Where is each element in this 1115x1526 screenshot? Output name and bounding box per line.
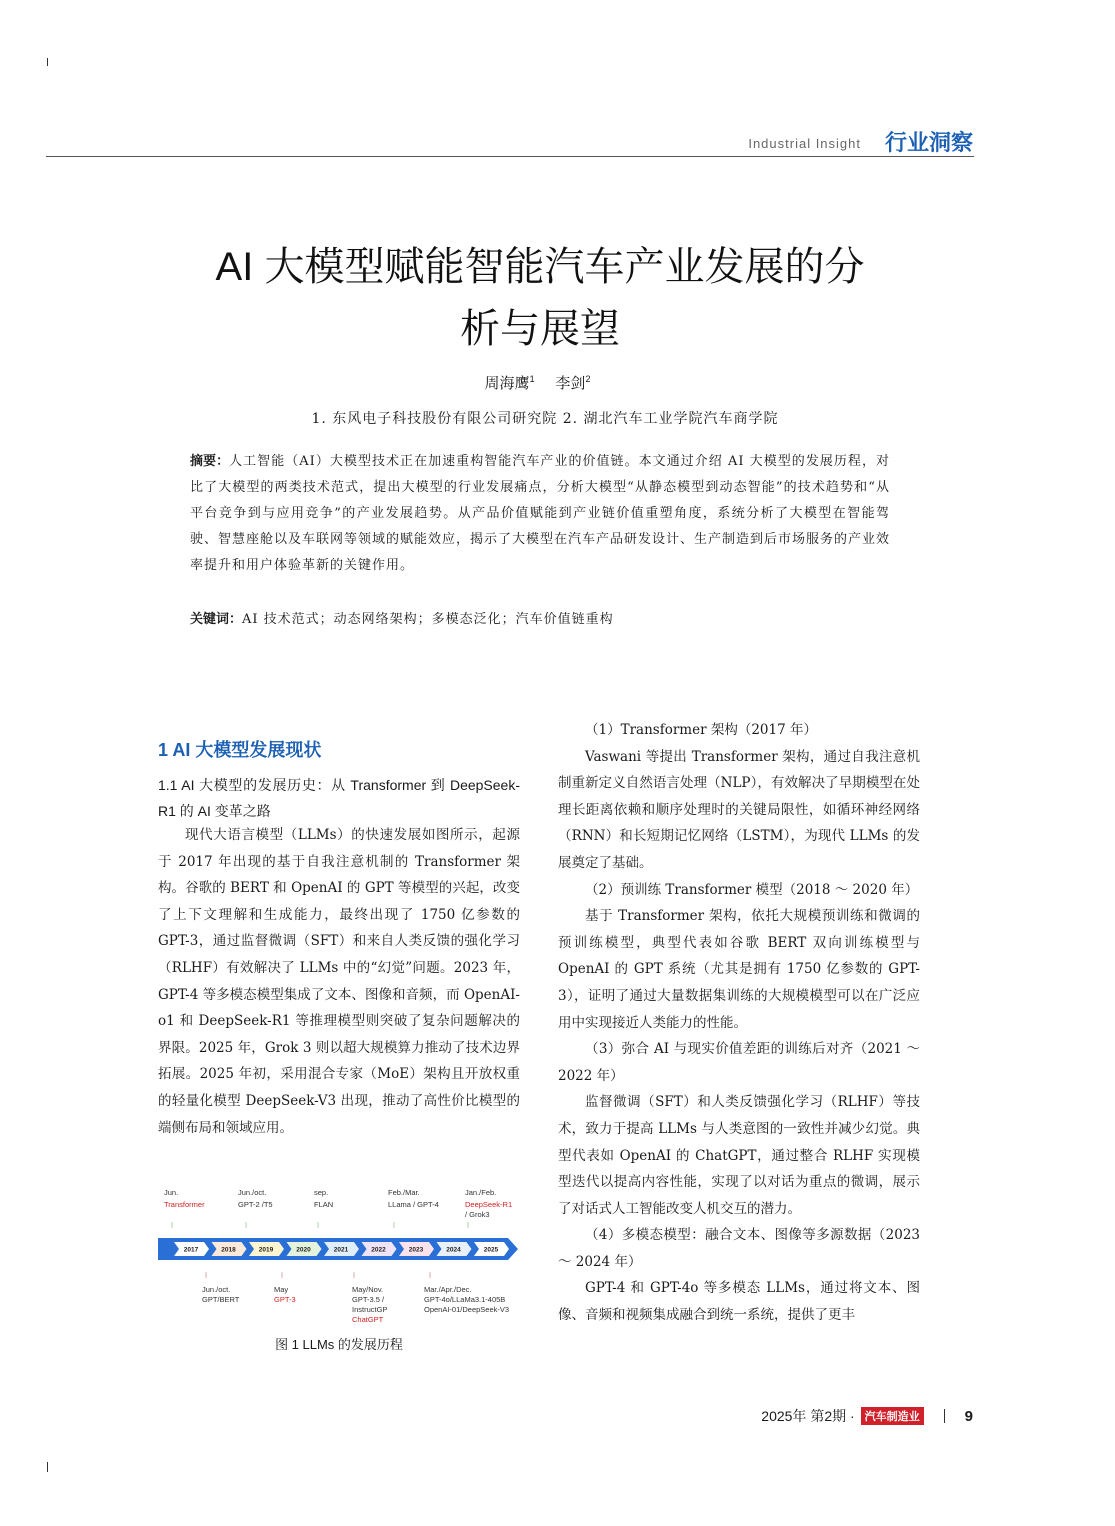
milestone-when: May/Nov.: [352, 1285, 384, 1294]
paragraph: GPT-4 和 GPT-4o 等多模态 LLMs，通过将文本、图像、音频和视频集成融合到统一系统，提供了更丰: [558, 1280, 920, 1324]
abstract-label: 摘要：: [190, 453, 230, 468]
milestone-label: GPT-3: [274, 1295, 296, 1304]
milestone-label: GPT-3.5 /: [352, 1295, 385, 1304]
milestone-when: Jan./Feb.: [465, 1188, 497, 1197]
milestone-label: Transformer: [164, 1200, 205, 1209]
keywords-label: 关键词：: [190, 611, 243, 626]
milestone-when: May: [274, 1285, 289, 1294]
footer-divider: [944, 1409, 945, 1423]
author-1-sup: 1: [529, 374, 535, 384]
paragraph-heading: （1）Transformer 架构（2017 年）: [585, 722, 817, 738]
timeline-figure: [158, 1182, 520, 1332]
left-column: [158, 822, 520, 1141]
magazine-logo: 汽车制造业: [861, 1407, 924, 1425]
milestone-when: Jun.: [164, 1188, 179, 1197]
bottom-milestones: [202, 1285, 509, 1324]
milestone-label-2: OpenAI-01/DeepSeek-V3: [424, 1305, 510, 1314]
milestone-label: GPT-2 /T5: [238, 1200, 273, 1209]
paragraph: Vaswani 等提出 Transformer 架构，通过自我注意机制重新定义自然语言处理（NLP），有效解决了早期模型在处理长距离依赖和顺序处理时的关键局限性，如循环神经网络（RNN）和长短期记忆网络（LSTM），为现代 LLMs 的发展奠定了基础。: [558, 748, 920, 871]
paragraph-heading: （4）多模态模型：融合文本、图像等多源数据（2023 ～ 2024 年）: [558, 1227, 920, 1270]
milestone-label: LLama / GPT-4: [388, 1200, 439, 1209]
year-chevrons: [174, 1242, 509, 1256]
paragraph-heading: （3）弥合 AI 与现实价值差距的训练后对齐（2021 ～ 2022 年）: [558, 1041, 920, 1084]
milestone-label: FLAN: [314, 1200, 334, 1209]
title-line-1: AI 大模型赋能智能汽车产业发展的分: [215, 245, 865, 289]
author-1: 周海鹰: [484, 375, 530, 392]
milestone-when: Jun./oct.: [238, 1188, 267, 1197]
year-label: 2025: [483, 1246, 499, 1254]
title-line-2: 析与展望: [460, 307, 620, 351]
milestone-when: sep.: [314, 1188, 329, 1197]
year-label: 2020: [296, 1246, 311, 1254]
paragraph-heading: （2）预训练 Transformer 模型（2018 ～ 2020 年）: [585, 881, 919, 898]
keywords: [190, 608, 890, 627]
header-rule: [46, 156, 974, 157]
crop-mark: [47, 58, 48, 66]
page-number: 9: [964, 1407, 973, 1425]
year-label: 2024: [446, 1246, 461, 1254]
section-heading: 1 AI 大模型发展现状: [158, 740, 322, 760]
milestone-label: DeepSeek-R1: [465, 1200, 513, 1209]
milestone-label: GPT/BERT: [202, 1295, 240, 1304]
year-label: 2021: [333, 1246, 349, 1254]
top-milestones: [164, 1188, 512, 1219]
year-label: 2018: [221, 1246, 236, 1254]
milestone-label-2: / Grok3: [465, 1210, 490, 1219]
footer: [761, 1406, 973, 1426]
header-english: Industrial Insight: [748, 136, 861, 151]
top-connectors: [172, 1222, 468, 1228]
article-title: [140, 236, 940, 360]
year-label: 2022: [371, 1246, 386, 1254]
paragraph: 监督微调（SFT）和人类反馈强化学习（RLHF）等技术，致力于提高 LLMs 与人类意图的一致性并减少幻觉。典型代表如 OpenAI 的 ChatGPT，通过整合 RLHF 实现模型迭代以提高内容性能，实现了以对话为重点的微调，展示了对话式人工智能改变人机交互的潜力。: [558, 1094, 920, 1217]
author-2: 李剑: [555, 375, 586, 392]
affiliations: 1. 东风电子科技股份有限公司研究院 2. 湖北汽车工业学院汽车商学院: [311, 411, 779, 427]
author-2-sup: 2: [585, 374, 591, 384]
issue-info: 2025年 第2期 ·: [761, 1408, 855, 1424]
milestone-when: Feb./Mar.: [388, 1188, 420, 1197]
year-label: 2017: [183, 1246, 199, 1254]
authors: [0, 372, 1075, 393]
year-label: 2023: [408, 1246, 424, 1254]
abstract: [190, 448, 890, 579]
keywords-text: AI 技术范式；动态网络架构；多模态泛化；汽车价值链重构: [242, 612, 614, 627]
right-column: [558, 717, 920, 1329]
subsection-heading: 1.1 AI 大模型的发展历史：从 Transformer 到 DeepSeek-R1 的 AI 变革之路: [158, 777, 520, 819]
crop-mark: [47, 1462, 48, 1472]
milestone-label-3: ChatGPT: [352, 1315, 384, 1324]
abstract-text: 人工智能（AI）大模型技术正在加速重构智能汽车产业的价值链。本文通过介绍 AI 大模型的发展历程，对比了大模型的两类技术范式，提出大模型的行业发展痛点，分析大模型“从静态模型到动态智能”的技术趋势和“从平台竞争到与应用竞争”的产业发展趋势。从产品价值赋能到产业链价值重塑角度，系统分析了大模型在智能驾驶、智慧座舱以及车联网等领域的赋能效应，揭示了大模型在汽车产品研发设计、生产制造到后市场服务的产业效率提升和用户体验革新的关键作用。: [190, 454, 891, 573]
bottom-connectors: [206, 1272, 430, 1278]
year-label: 2019: [258, 1246, 274, 1254]
milestone-when: Jun./oct.: [202, 1285, 231, 1294]
figure-caption: 图 1 LLMs 的发展历程: [275, 1337, 403, 1352]
milestone-label-2: InstructGP: [352, 1305, 388, 1314]
milestone-label: GPT-4o/LLaMa3.1-405B: [424, 1295, 506, 1304]
milestone-when: Mar./Apr./Dec.: [424, 1285, 472, 1294]
header-chinese: 行业洞察: [884, 130, 973, 155]
paragraph: 现代大语言模型（LLMs）的快速发展如图所示，起源于 2017 年出现的基于自我注意机制的 Transformer 架构。谷歌的 BERT 和 OpenAI 的 GPT 等模型的兴起，改变了上下文理解和生成能力，最终出现了 1750 亿参数的 GPT-3，通过监督微调（SFT）和来自人类反馈的强化学习（RLHF）有效解决了 LLMs 中的“幻觉”问题。2023 年，GPT-4 等多模态模型集成了文本、图像和音频，而 OpenAI-o1 和 DeepSeek-R1 等推理模型则突破了复杂问题解决的界限。2025 年，Grok 3 则以超大规模算力推动了技术边界拓展。2025 年初，采用混合专家（MoE）架构且开放权重的轻量化模型 DeepSeek-V3 出现，推动了高性价比模型的端侧布局和领域应用。: [158, 827, 520, 1136]
paragraph: 基于 Transformer 架构，依托大规模预训练和微调的预训练模型，典型代表如谷歌 BERT 双向训练模型与 OpenAI 的 GPT 系统（尤其是拥有 1750 亿参数的 GPT-3），证明了通过大量数据集训练的大规模模型可以在广泛应用中实现接近人类能力的性能。: [558, 908, 920, 1031]
